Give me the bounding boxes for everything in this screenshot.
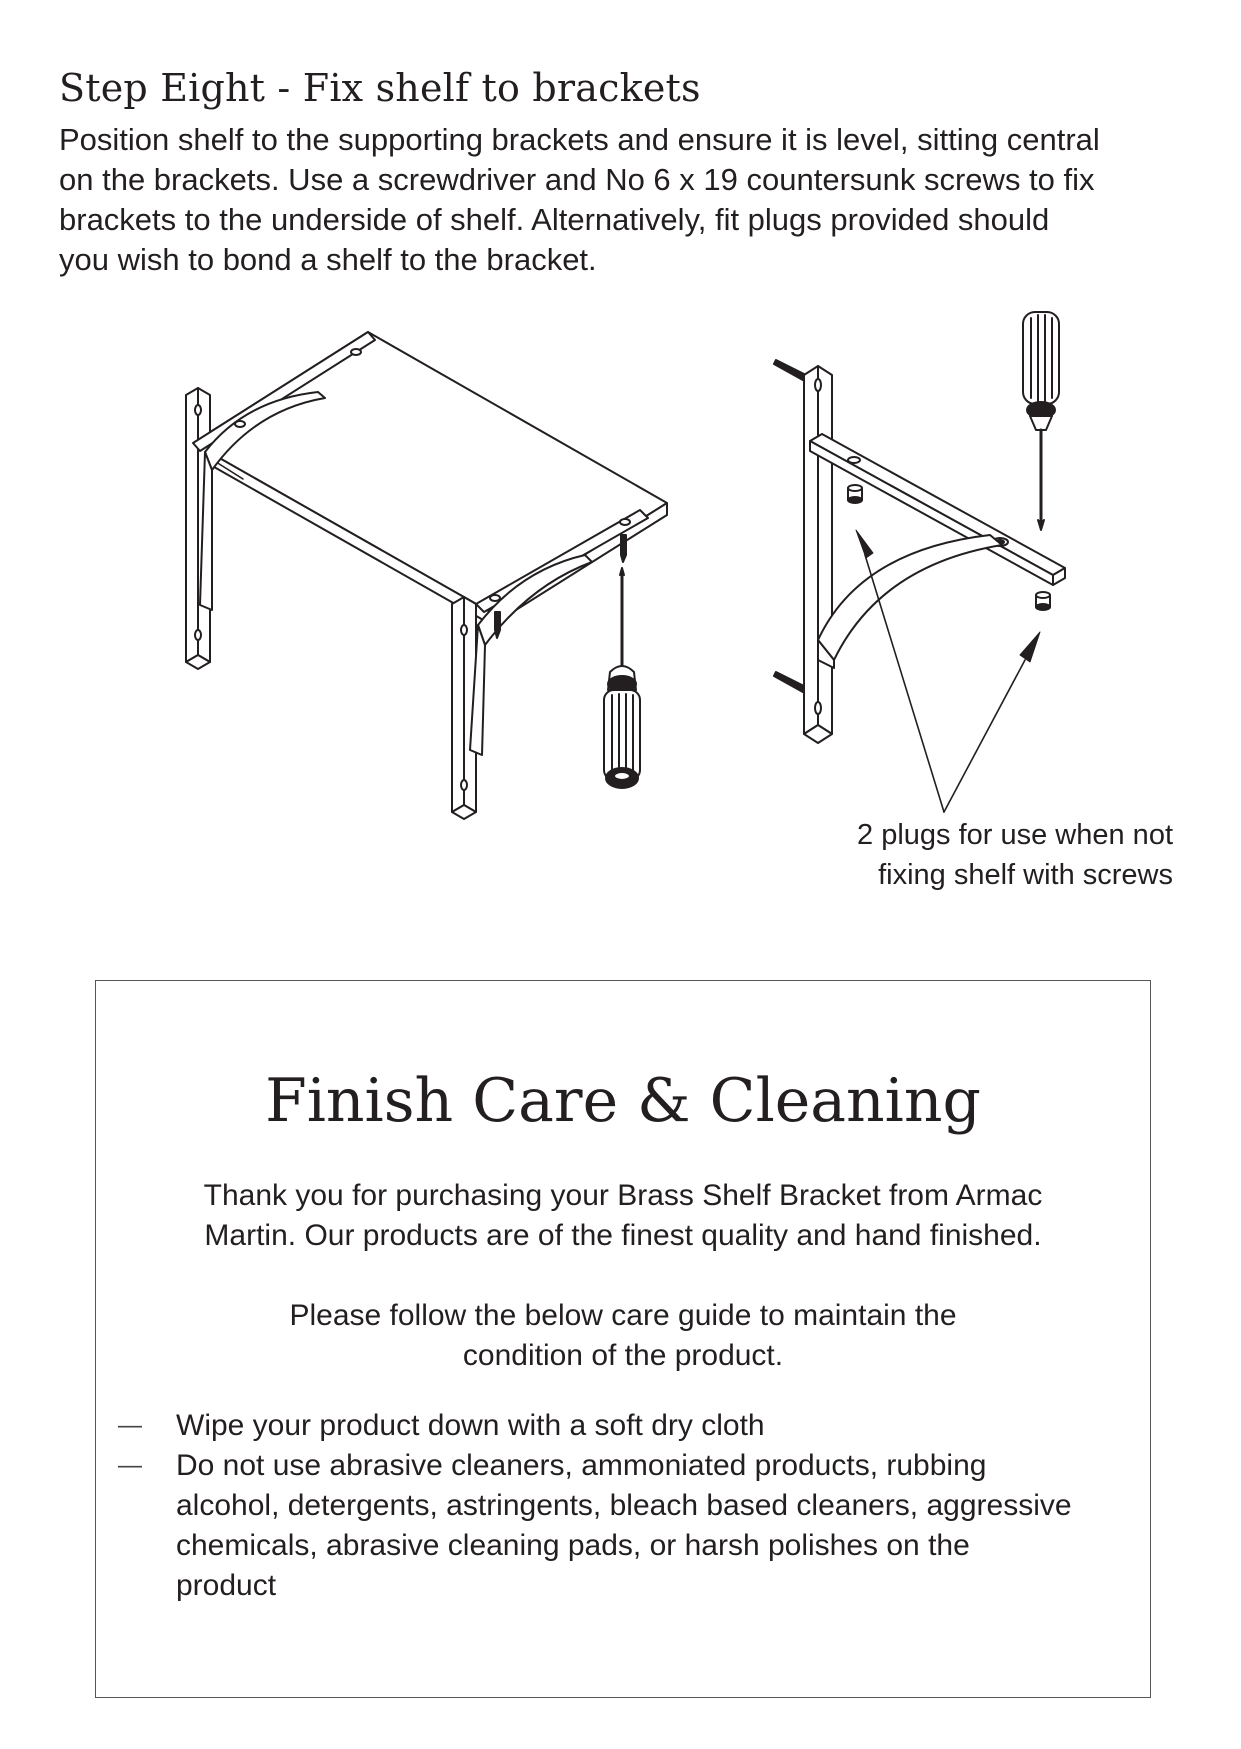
care-guide-line: condition of the product. xyxy=(462,1339,784,1372)
care-guide-line: Please follow the below care guide to maintain the xyxy=(289,1299,957,1332)
step-instructions-line: on the brackets. Use a screwdriver and No 6 x 19 countersunk screws to fix xyxy=(59,162,1095,197)
step-instructions-line: brackets to the underside of shelf. Alternatively, fit plugs provided should xyxy=(59,202,1050,237)
list-item-line: alcohol, detergents, astringents, bleach based cleaners, aggressive xyxy=(176,1489,1072,1522)
dash-icon: — xyxy=(118,1412,142,1439)
list-item-line: Do not use abrasive cleaners, ammoniated products, rubbing xyxy=(176,1449,987,1482)
screwdriver-icon xyxy=(1023,312,1059,530)
shelf xyxy=(193,332,667,625)
list-item-line: Wipe your product down with a soft dry cloth xyxy=(176,1409,765,1442)
bracket-curve xyxy=(818,535,1002,660)
screwdriver-icon xyxy=(604,568,640,788)
list-item xyxy=(118,1446,1128,1606)
care-intro-line: Thank you for purchasing your Brass Shelf Bracket from Armac xyxy=(203,1179,1043,1212)
assembly-illustration xyxy=(0,300,1241,820)
plug-icon xyxy=(848,485,862,503)
care-panel xyxy=(95,980,1151,1698)
list-item-line: product xyxy=(176,1569,277,1602)
shelf-assembly-drawing xyxy=(186,332,667,819)
care-intro xyxy=(126,1176,1120,1256)
step-instructions-line: Position shelf to the supporting brackets and ensure it is level, sitting central xyxy=(59,122,1100,157)
care-list xyxy=(118,1406,1128,1606)
step-title: Step Eight - Fix shelf to brackets xyxy=(59,66,701,110)
plugs-caption xyxy=(753,815,1173,895)
step-instructions xyxy=(59,120,1189,280)
care-intro-line: Martin. Our products are of the finest quality and hand finished. xyxy=(204,1219,1042,1252)
plugs-caption-line: fixing shelf with screws xyxy=(878,859,1173,891)
plug-icon xyxy=(1036,592,1050,610)
bracket-plugs-drawing xyxy=(774,312,1065,812)
plugs-caption-line: 2 plugs for use when not xyxy=(857,819,1173,851)
care-title: Finish Care & Cleaning xyxy=(265,1066,981,1136)
list-item xyxy=(118,1406,1128,1446)
dash-icon: — xyxy=(118,1452,142,1479)
bracket-vertical xyxy=(804,366,832,743)
list-item-line: chemicals, abrasive cleaning pads, or harsh polishes on the xyxy=(176,1529,970,1562)
step-instructions-line: you wish to bond a shelf to the bracket. xyxy=(59,242,597,277)
care-guide-note xyxy=(126,1296,1120,1376)
